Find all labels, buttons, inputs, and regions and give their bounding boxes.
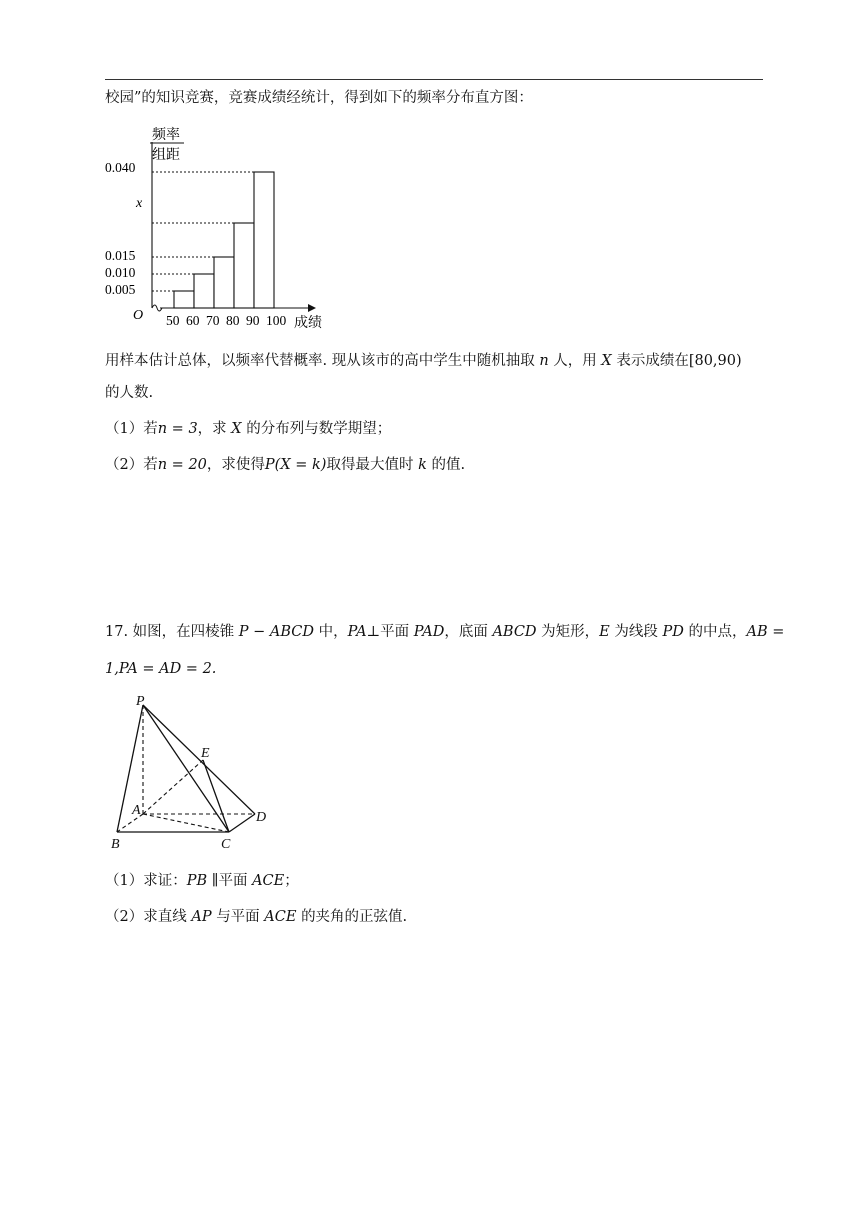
xtick-50: 50 [166, 313, 180, 328]
xlabel: 成绩 [294, 316, 322, 331]
vertex-label-A: A [132, 803, 141, 818]
ylabel-bottom: 组距 [152, 148, 180, 163]
vertex-label-E: E [201, 746, 210, 761]
xtick-100: 100 [266, 313, 287, 328]
histogram-bars [174, 172, 274, 308]
xtick-80: 80 [226, 313, 240, 328]
frequency-histogram [100, 122, 340, 337]
edge-PC [143, 705, 229, 832]
p16-line1: 用样本估计总体，以频率代替概率. 现从该市的高中学生中随机抽取 n 人，用 X 表示成绩在[80,90) [105, 353, 742, 369]
p17-line1: 17. 如图，在四棱锥 P − ABCD 中，PA⊥平面 PAD，底面 ABCD 为矩形，E 为线段 PD 的中点，AB = [105, 624, 785, 640]
vertex-label-B: B [111, 837, 120, 852]
hidden-edge-AE [143, 760, 203, 814]
vertex-label-P: P [136, 694, 145, 709]
hidden-edge-AC [143, 814, 229, 832]
x-axis-arrow [308, 304, 316, 312]
edge-PD [143, 705, 255, 814]
histogram-bar [194, 274, 214, 308]
xtick-90: 90 [246, 313, 260, 328]
edge-EC [203, 760, 229, 832]
pyramid-figure [105, 690, 275, 860]
origin-label: O [133, 308, 144, 323]
header-rule [105, 79, 763, 80]
p17-question-1: （1）求证：PB ∥平面 ACE； [105, 873, 299, 889]
histogram-bar [234, 223, 254, 308]
ytick-0010: 0.010 [105, 265, 136, 280]
ytick-0040: 0.040 [105, 160, 136, 175]
xtick-60: 60 [186, 313, 200, 328]
xtick-70: 70 [206, 313, 220, 328]
vertex-label-D: D [256, 810, 267, 825]
ytick-0015: 0.015 [105, 248, 136, 263]
p16-question-1: （1）若n = 3，求 X 的分布列与数学期望； [105, 421, 392, 437]
histogram-bar [214, 257, 234, 308]
p17-question-2: （2）求直线 AP 与平面 ACE 的夹角的正弦值. [105, 909, 408, 925]
ytick-0005: 0.005 [105, 282, 136, 297]
p16-line2: 的人数. [105, 385, 154, 401]
ylabel-top: 频率 [152, 128, 180, 143]
edge-CD [229, 814, 255, 832]
histogram-bar [254, 172, 274, 308]
ytick-x: x [136, 196, 143, 211]
histogram-bar [174, 291, 194, 308]
vertex-label-C: C [221, 837, 231, 852]
p17-line2: 1,PA = AD = 2. [105, 661, 217, 677]
p16-question-2: （2）若n = 20，求使得P(X = k)取得最大值时 k 的值. [105, 457, 466, 473]
intro-line: 校园”的知识竞赛，竞赛成绩经统计，得到如下的频率分布直方图： [105, 90, 533, 106]
